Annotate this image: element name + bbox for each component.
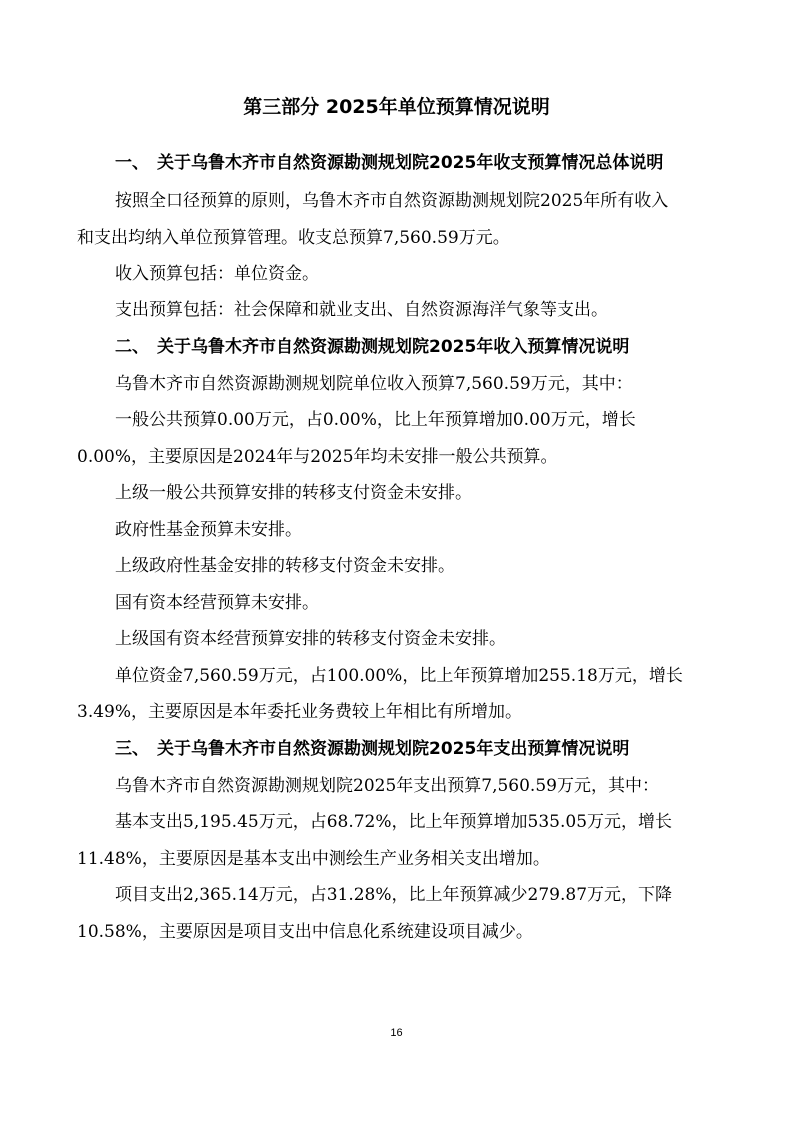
section-2-paragraph-8-line-1: 单位资金7,560.59万元，占100.00%，比上年预算增加255.18万元，增长 <box>115 666 683 686</box>
section-3-paragraph-2-line-2: 11.48%，主要原因是基本支出中测绘生产业务相关支出增加。 <box>77 849 550 869</box>
section-3-heading-text: 关于乌鲁木齐市自然资源勘测规划院2025年支出预算情况说明 <box>157 739 630 759</box>
section-2-paragraph-3: 上级一般公共预算安排的转移支付资金未安排。 <box>115 483 472 503</box>
section-1-paragraph-3: 支出预算包括：社会保障和就业支出、自然资源海洋气象等支出。 <box>115 300 608 320</box>
section-2-paragraph-4: 政府性基金预算未安排。 <box>115 520 302 540</box>
section-1-paragraph-1-line-1: 按照全口径预算的原则，乌鲁木齐市自然资源勘测规划院2025年所有收入 <box>115 191 669 211</box>
section-2-paragraph-1: 乌鲁木齐市自然资源勘测规划院单位收入预算7,560.59万元，其中： <box>115 374 633 394</box>
section-3-heading <box>115 731 715 767</box>
section-3-paragraph-1: 乌鲁木齐市自然资源勘测规划院2025年支出预算7,560.59万元，其中： <box>115 776 659 796</box>
section-2-heading-text: 关于乌鲁木齐市自然资源勘测规划院2025年收入预算情况说明 <box>157 337 630 357</box>
section-1-heading-text: 关于乌鲁木齐市自然资源勘测规划院2025年收支预算情况总体说明 <box>157 153 664 173</box>
section-1-paragraph-2: 收入预算包括：单位资金。 <box>115 264 319 284</box>
section-2-paragraph-7: 上级国有资本经营预算安排的转移支付资金未安排。 <box>115 629 506 649</box>
section-2-paragraph-6: 国有资本经营预算未安排。 <box>115 593 319 613</box>
section-3-paragraph-3-line-1: 项目支出2,365.14万元，占31.28%，比上年预算减少279.87万元，下降 <box>115 885 673 905</box>
page-title: 第三部分 2025年单位预算情况说明 <box>243 96 550 118</box>
section-2-paragraph-2-line-2: 0.00%，主要原因是2024年与2025年均未安排一般公共预算。 <box>77 447 558 467</box>
section-3-paragraph-3-line-2: 10.58%，主要原因是项目支出中信息化系统建设项目减少。 <box>77 922 533 942</box>
section-1-heading <box>115 145 715 181</box>
section-2-number: 二、 <box>115 337 149 357</box>
section-3-number: 三、 <box>115 739 149 759</box>
section-1-number: 一、 <box>115 153 149 173</box>
section-2-paragraph-8-line-2: 3.49%，主要原因是本年委托业务费较上年相比有所增加。 <box>77 702 523 722</box>
section-1-paragraph-1-line-2: 和支出均纳入单位预算管理。收支总预算7,560.59万元。 <box>77 228 510 248</box>
section-2-heading <box>115 329 715 365</box>
section-2-paragraph-5: 上级政府性基金安排的转移支付资金未安排。 <box>115 556 455 576</box>
section-2-paragraph-2-line-1: 一般公共预算0.00万元，占0.00%，比上年预算增加0.00万元，增长 <box>115 410 636 430</box>
page-number: 16 <box>390 1027 403 1039</box>
section-3-paragraph-2-line-1: 基本支出5,195.45万元，占68.72%，比上年预算增加535.05万元，增长 <box>115 812 673 832</box>
